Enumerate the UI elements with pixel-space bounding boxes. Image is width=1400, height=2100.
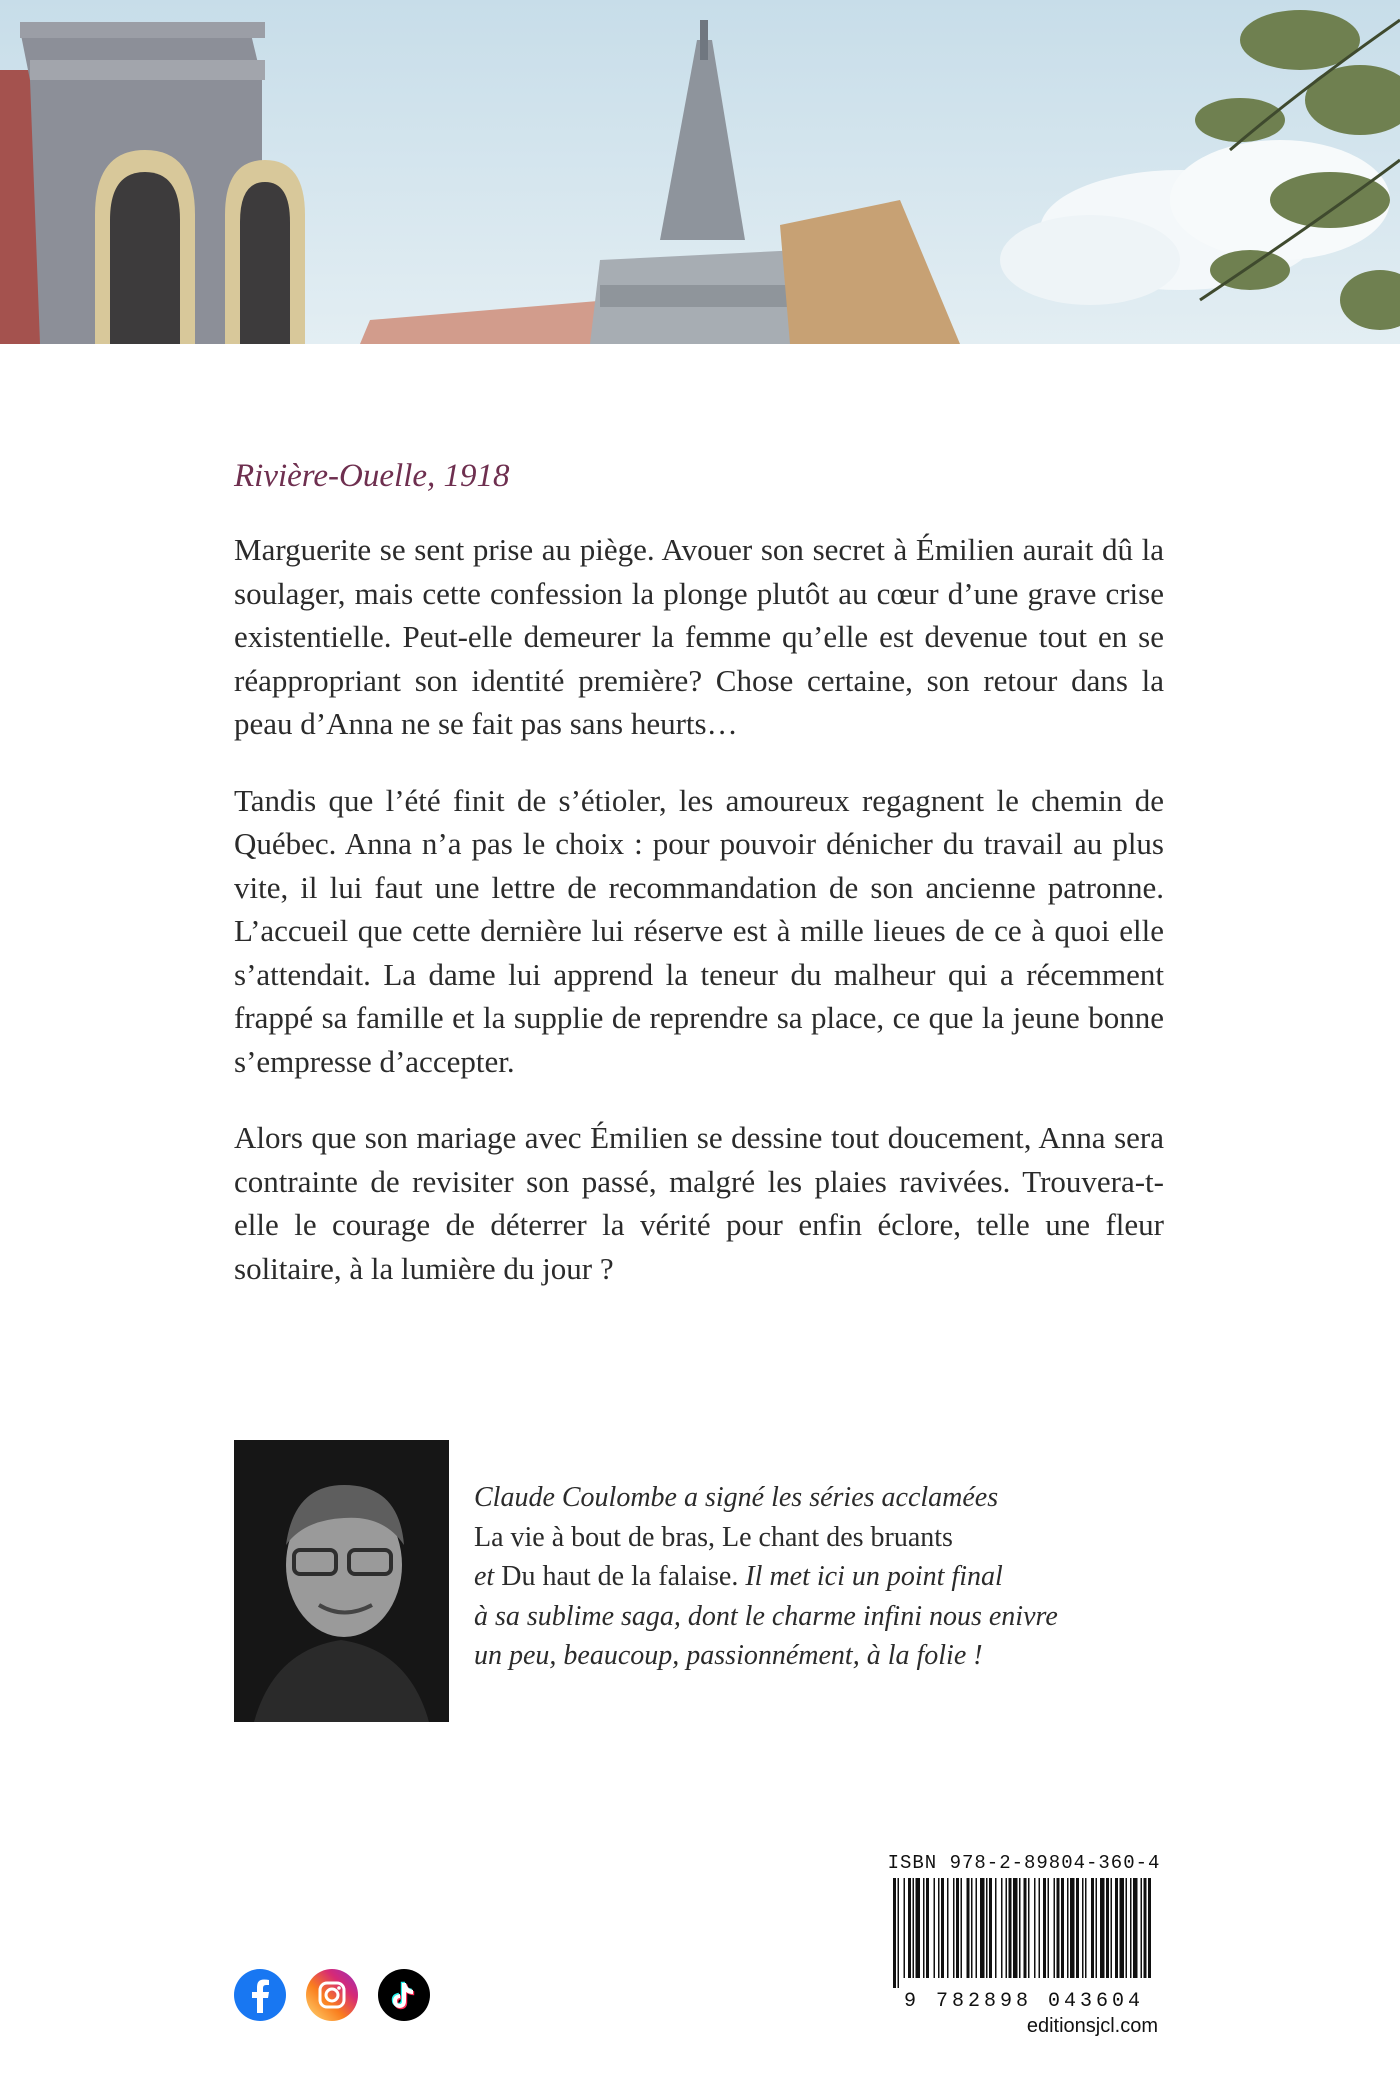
- barcode-bar: [989, 1878, 992, 1978]
- barcode-bar: [898, 1878, 900, 1988]
- barcode-bar: [893, 1878, 896, 1988]
- barcode-bar: [980, 1878, 985, 1978]
- barcode-bar: [938, 1878, 940, 1978]
- barcode-bar: [1034, 1878, 1036, 1978]
- author-bio-line: à sa sublime saga, dont le charme infini nous enivre: [474, 1600, 1058, 1632]
- barcode-bar: [971, 1878, 973, 1978]
- barcode-bar: [967, 1878, 970, 1978]
- barcode-bar: [976, 1878, 978, 1978]
- barcode-bar: [1013, 1878, 1018, 1978]
- barcode-bar: [1039, 1878, 1041, 1978]
- place-date-heading: Rivière-Ouelle, 1918: [234, 458, 510, 494]
- barcode-bar: [1120, 1878, 1125, 1978]
- author-bio-line: Claude Coulombe a signé les séries acclamées: [474, 1482, 999, 1513]
- barcode-bar: [1001, 1878, 1003, 1978]
- barcode-bar: [1054, 1878, 1056, 1978]
- barcode-bar: [961, 1878, 963, 1978]
- tiktok-icon[interactable]: [378, 1969, 430, 2021]
- barcode-bar: [913, 1878, 915, 1978]
- barcode-bar: [986, 1878, 988, 1978]
- barcode-bar: [1061, 1878, 1064, 1978]
- author-bio-conjunction: et: [474, 1561, 495, 1592]
- synopsis-paragraph: Tandis que l’été finit de s’étioler, les amoureux regagnent le chemin de Québec. Anna n’a pas le choix : pour pouvoir dénicher du travail au plus vite, il lui faut une lettre de recommandation de son ancienne patronne. L’accueil que cette dernière lui réserve est à mille lieues de ce à quoi elle s’attendait. La dame lui apprend la teneur du malheur qui a récemment frappé sa famille et la supplie de reprendre sa place, ce que la jeune bonne s’empresse d’accepter.: [234, 782, 1164, 1079]
- barcode-bar: [1091, 1878, 1094, 1978]
- isbn-text: ISBN 978-2-89804-360-4: [887, 1852, 1161, 1874]
- barcode-bar: [1009, 1878, 1012, 1978]
- barcode-bar: [1126, 1878, 1128, 1978]
- series-title: Du haut de la falaise.: [501, 1561, 739, 1592]
- barcode-bar: [1006, 1878, 1008, 1978]
- author-bio-line: Il met ici un point final: [745, 1561, 1003, 1592]
- barcode-bar: [1043, 1878, 1046, 1978]
- publisher-website[interactable]: editionsjcl.com: [1026, 2015, 1158, 2037]
- barcode-bar: [1148, 1878, 1151, 1978]
- barcode-bar: [1115, 1878, 1118, 1978]
- barcode-bar: [953, 1878, 955, 1978]
- barcode-bar: [941, 1878, 944, 1978]
- synopsis: [234, 528, 1164, 1323]
- barcode-bar: [995, 1878, 997, 1978]
- barcode-bar: [1070, 1878, 1075, 1978]
- barcode-bar: [1067, 1878, 1069, 1978]
- series-titles: La vie à bout de bras, Le chant des bruants: [474, 1521, 953, 1553]
- barcode-bar: [1096, 1878, 1098, 1978]
- author-photo: [234, 1440, 449, 1722]
- barcode-image: [889, 1878, 1159, 1988]
- barcode-bar: [934, 1878, 936, 1978]
- barcode-bar: [904, 1878, 906, 1978]
- instagram-icon[interactable]: [306, 1969, 358, 2021]
- barcode-bar: [1141, 1878, 1143, 1978]
- barcode-bar: [1144, 1878, 1147, 1978]
- barcode-bar: [916, 1878, 921, 1978]
- barcode-bar: [926, 1878, 929, 1978]
- barcode-bar: [1082, 1878, 1084, 1978]
- barcode-bar: [1019, 1878, 1021, 1978]
- barcode-bar: [1133, 1878, 1138, 1978]
- synopsis-paragraph: Marguerite se sent prise au piège. Avouer son secret à Émilien aurait dû la soulager, mais cette confession la plonge plutôt au cœur d’une grave crise existentielle. Peut-elle demeurer la femme qu’elle est devenue tout en se réappropriant son identité première? Chose certaine, son retour dans la peau d’Anna ne se fait pas sans heurts…: [234, 532, 1164, 741]
- barcode-bar: [923, 1878, 925, 1978]
- barcode-digits: 9 782898 043604: [903, 1990, 1145, 2013]
- synopsis-paragraph: Alors que son mariage avec Émilien se dessine tout doucement, Anna sera contrainte de revisiter son passé, malgré les plaies ravivées. Trouvera-t-elle le courage de déterrer la vérité pour enfin éclore, telle une fleur solitaire, à la lumière du jour ?: [234, 1120, 1164, 1286]
- barcode-block: [884, 1852, 1164, 2038]
- barcode-bar: [1106, 1878, 1109, 1978]
- barcode-bar: [908, 1878, 911, 1978]
- facebook-icon[interactable]: [234, 1969, 286, 2021]
- barcode-bar: [1028, 1878, 1030, 1978]
- barcode-bar: [1111, 1878, 1113, 1978]
- barcode-bar: [1057, 1878, 1060, 1978]
- barcode-bar: [1085, 1878, 1087, 1978]
- cover-illustration: [0, 0, 1400, 344]
- barcode-bar: [947, 1878, 949, 1978]
- author-bio-line: un peu, beaucoup, passionnément, à la folie !: [474, 1640, 983, 1671]
- barcode-bar: [956, 1878, 959, 1978]
- barcode-bar: [1048, 1878, 1050, 1978]
- barcode-bar: [1100, 1878, 1105, 1978]
- author-bio: [474, 1478, 1174, 1676]
- barcode-bar: [1024, 1878, 1027, 1978]
- barcode-bar: [1076, 1878, 1079, 1978]
- social-icons: [234, 1969, 430, 2021]
- barcode-bar: [1130, 1878, 1132, 1978]
